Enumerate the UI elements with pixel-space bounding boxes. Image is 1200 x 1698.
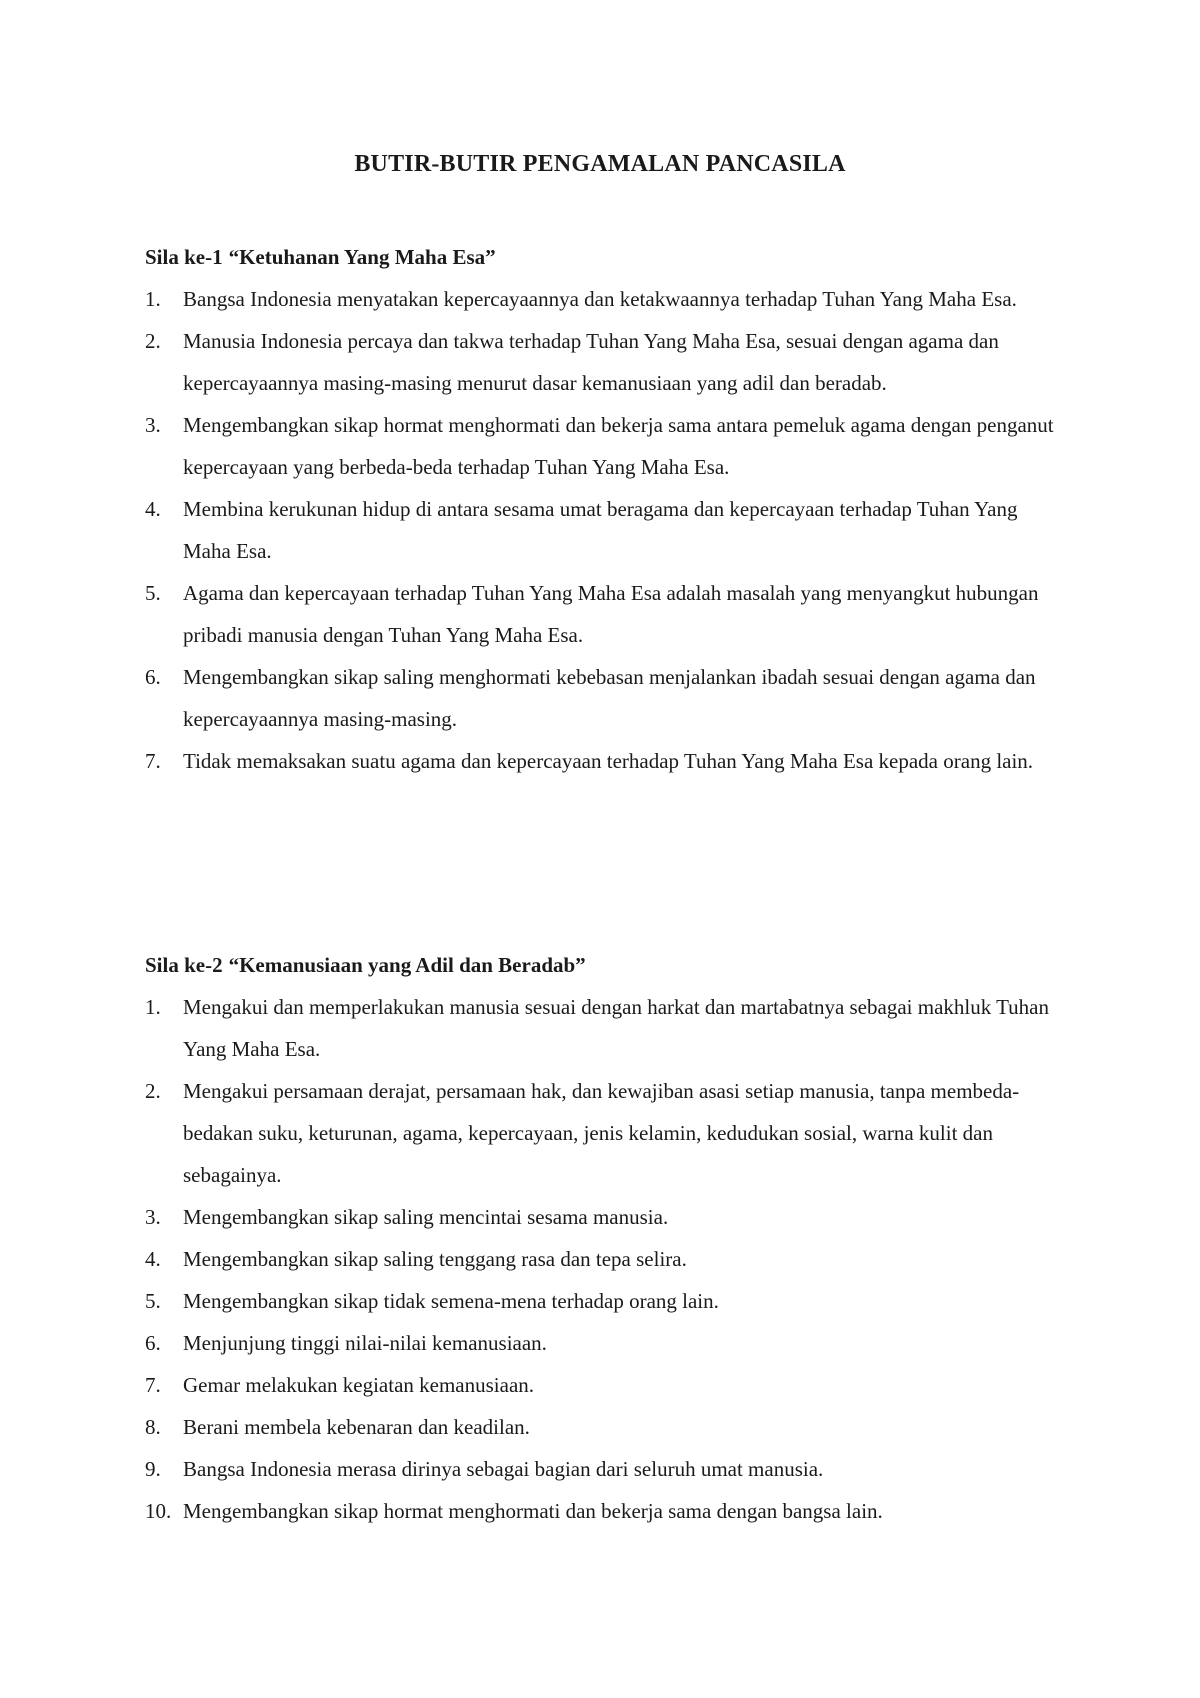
list-item	[145, 656, 1065, 740]
item-text: Mengakui dan memperlakukan manusia sesuai dengan harkat dan martabatnya sebagai makhluk Tuhan Yang Maha Esa.	[183, 995, 1050, 1061]
list-item	[145, 278, 1065, 320]
list-item	[145, 1280, 1065, 1322]
item-number: 1.	[145, 287, 161, 311]
item-text: Mengembangkan sikap tidak semena-mena terhadap orang lain.	[183, 1289, 719, 1313]
item-list	[145, 278, 1065, 782]
document-title: BUTIR-BUTIR PENGAMALAN PANCASILA	[354, 151, 846, 177]
item-text: Mengakui persamaan derajat, persamaan hak, dan kewajiban asasi setiap manusia, tanpa membeda-bedakan suku, keturunan, agama, kepercayaan, jenis kelamin, kedudukan sosial, warna kulit dan sebagainya.	[183, 1079, 1020, 1187]
list-item	[145, 1406, 1065, 1448]
item-number: 3.	[145, 1205, 161, 1229]
item-text: Mengembangkan sikap saling menghormati kebebasan menjalankan ibadah sesuai dengan agama dan kepercayaannya masing-masing.	[183, 665, 1036, 731]
item-text: Mengembangkan sikap saling tenggang rasa dan tepa selira.	[183, 1247, 687, 1271]
item-text: Berani membela kebenaran dan keadilan.	[183, 1415, 530, 1439]
item-text: Membina kerukunan hidup di antara sesama umat beragama dan kepercayaan terhadap Tuhan Yang Maha Esa.	[183, 497, 1018, 563]
item-text: Tidak memaksakan suatu agama dan kepercayaan terhadap Tuhan Yang Maha Esa kepada orang lain.	[183, 749, 1034, 773]
section-heading	[145, 944, 1065, 986]
list-item	[145, 1196, 1065, 1238]
item-number: 2.	[145, 329, 161, 353]
item-text: Gemar melakukan kegiatan kemanusiaan.	[183, 1373, 535, 1397]
item-text: Mengembangkan sikap saling mencintai sesama manusia.	[183, 1205, 669, 1229]
item-text: Mengembangkan sikap hormat menghormati dan bekerja sama antara pemeluk agama dengan penganut kepercayaan yang berbeda-beda terhadap Tuhan Yang Maha Esa.	[183, 413, 1054, 479]
item-number: 2.	[145, 1079, 161, 1103]
sila-number: Sila ke-2	[145, 953, 223, 977]
sila-name: “Kemanusiaan yang Adil dan Beradab”	[228, 953, 586, 977]
item-number: 9.	[145, 1457, 161, 1481]
list-item	[145, 1070, 1065, 1196]
item-list	[145, 986, 1065, 1532]
item-number: 7.	[145, 749, 161, 773]
item-number: 10.	[145, 1499, 172, 1523]
list-item	[145, 404, 1065, 488]
item-text: Bangsa Indonesia merasa dirinya sebagai bagian dari seluruh umat manusia.	[183, 1457, 824, 1481]
section-heading	[145, 236, 1065, 278]
item-text: Bangsa Indonesia menyatakan kepercayaannya dan ketakwaannya terhadap Tuhan Yang Maha Esa.	[183, 287, 1017, 311]
list-item	[145, 320, 1065, 404]
list-item	[145, 986, 1065, 1070]
list-item	[145, 1364, 1065, 1406]
list-item	[145, 488, 1065, 572]
item-number: 8.	[145, 1415, 161, 1439]
list-item	[145, 572, 1065, 656]
item-number: 4.	[145, 497, 161, 521]
list-item	[145, 1322, 1065, 1364]
item-number: 7.	[145, 1373, 161, 1397]
item-number: 5.	[145, 581, 161, 605]
item-number: 6.	[145, 665, 161, 689]
item-text: Agama dan kepercayaan terhadap Tuhan Yang Maha Esa adalah masalah yang menyangkut hubungan pribadi manusia dengan Tuhan Yang Maha Esa.	[183, 581, 1039, 647]
item-number: 1.	[145, 995, 161, 1019]
item-number: 5.	[145, 1289, 161, 1313]
item-number: 6.	[145, 1331, 161, 1355]
list-item	[145, 740, 1065, 782]
item-text: Manusia Indonesia percaya dan takwa terhadap Tuhan Yang Maha Esa, sesuai dengan agama dan kepercayaannya masing-masing menurut dasar kemanusiaan yang adil dan beradab.	[183, 329, 999, 395]
sila-name: “Ketuhanan Yang Maha Esa”	[228, 245, 496, 269]
list-item	[145, 1238, 1065, 1280]
list-item	[145, 1490, 1065, 1532]
item-text: Menjunjung tinggi nilai-nilai kemanusiaan.	[183, 1331, 547, 1355]
sila-number: Sila ke-1	[145, 245, 223, 269]
list-item	[145, 1448, 1065, 1490]
item-number: 4.	[145, 1247, 161, 1271]
section-sila-2	[145, 944, 1065, 1532]
section-sila-1	[145, 236, 1065, 782]
item-number: 3.	[145, 413, 161, 437]
item-text: Mengembangkan sikap hormat menghormati dan bekerja sama dengan bangsa lain.	[183, 1499, 883, 1523]
